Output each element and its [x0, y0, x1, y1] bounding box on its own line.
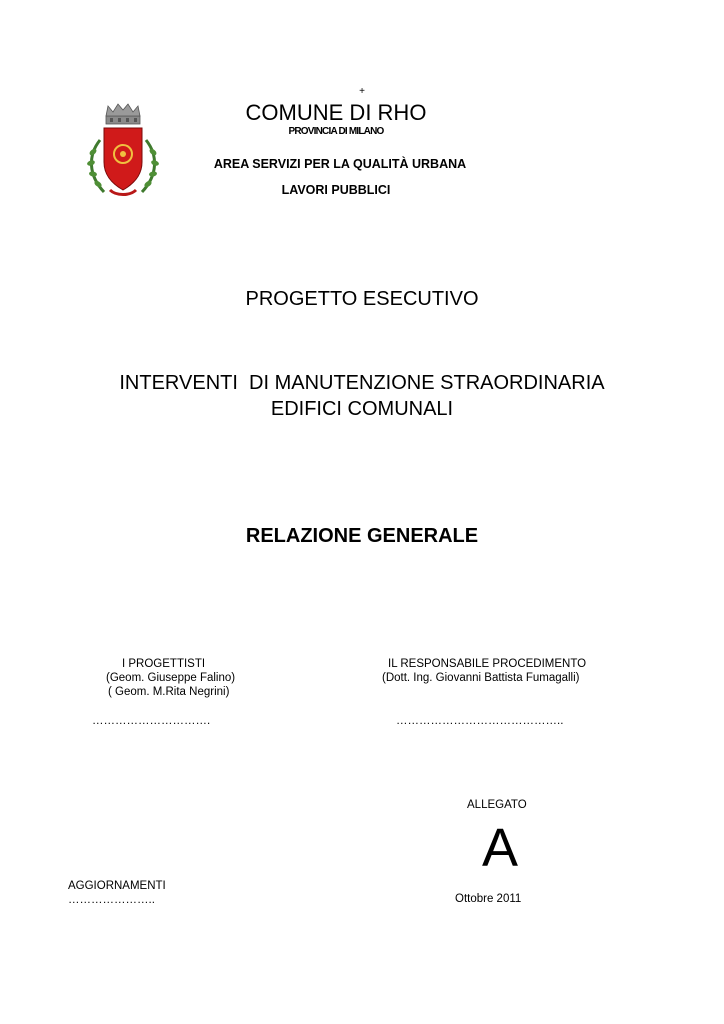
department-name: AREA SERVIZI PER LA QUALITÀ URBANA: [213, 157, 467, 171]
project-phase: PROGETTO ESECUTIVO: [245, 288, 479, 310]
project-title-line-2: EDIFICI COMUNALI: [270, 398, 454, 420]
document-date: Ottobre 2011: [455, 893, 522, 905]
project-title: [60, 370, 664, 422]
designer-name-2: ( Geom. M.Rita Negrini): [108, 686, 230, 698]
coat-of-arms-icon: [80, 100, 166, 200]
attachment-label: ALLEGATO: [467, 799, 527, 811]
designers-signature-line: ………………………….: [92, 715, 211, 727]
manager-title: IL RESPONSABILE PROCEDIMENTO: [388, 658, 587, 670]
division-name: LAVORI PUBBLICI: [281, 183, 391, 197]
updates-label: AGGIORNAMENTI: [68, 880, 166, 892]
plus-mark: +: [359, 86, 365, 97]
designer-name-1: (Geom. Giuseppe Falino): [106, 672, 236, 684]
document-title: RELAZIONE GENERALE: [245, 525, 479, 547]
designers-title: I PROGETTISTI: [122, 658, 206, 670]
municipality-name: COMUNE DI RHO: [245, 100, 427, 125]
manager-name: (Dott. Ing. Giovanni Battista Fumagalli): [382, 672, 580, 684]
updates-line: …………………..: [68, 894, 155, 906]
attachment-letter: A: [481, 818, 519, 878]
manager-signature-line: ……………………………………..: [396, 715, 564, 727]
project-title-line-1: INTERVENTI DI MANUTENZIONE STRAORDINARIA: [119, 372, 605, 394]
province-name: PROVINCIA DI MILANO: [288, 126, 384, 137]
